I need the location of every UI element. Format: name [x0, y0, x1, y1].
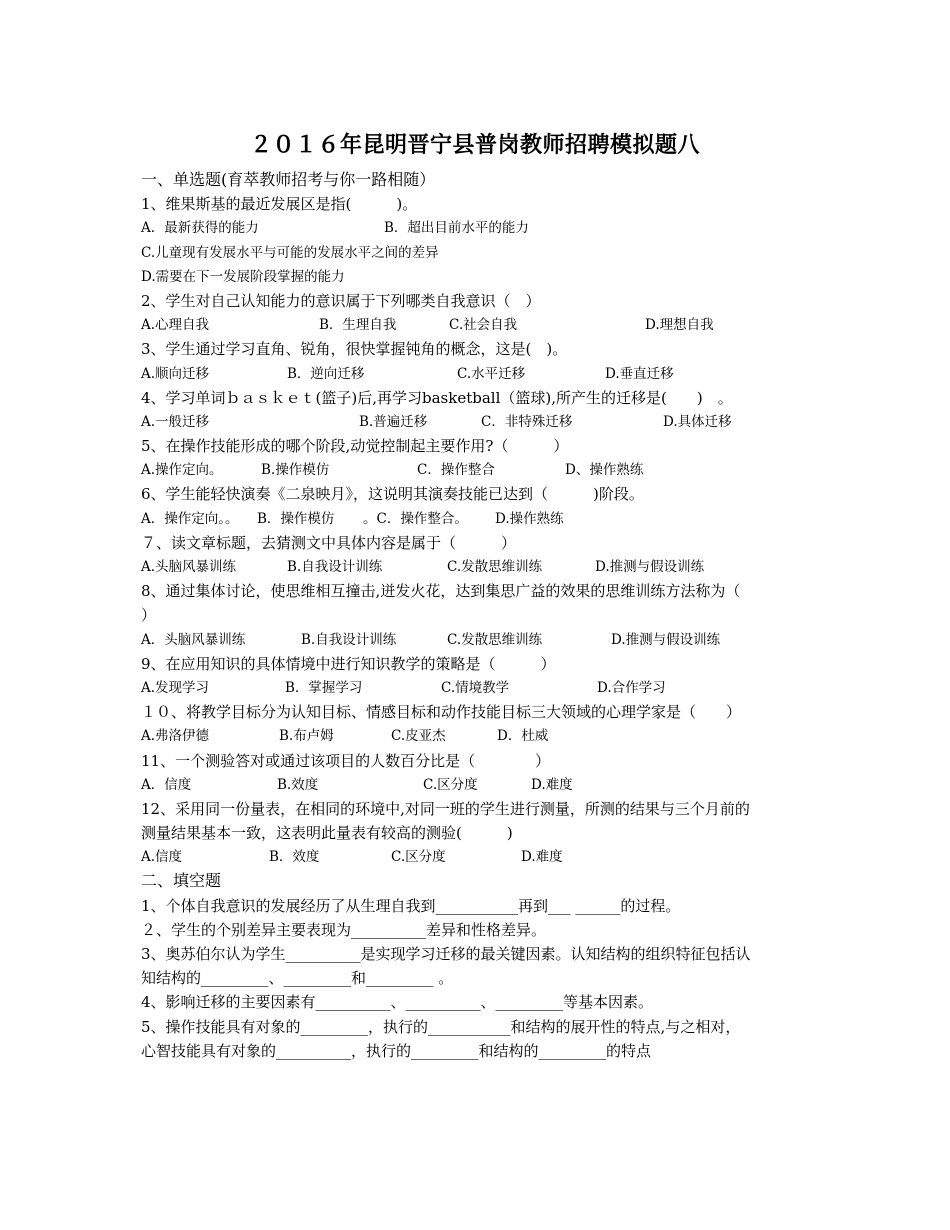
option-d: D.合作学习 — [597, 679, 666, 696]
question-stem: 9、在应用知识的具体情境中进行知识教学的策略是（ ） — [141, 654, 556, 673]
option-d: D.难度 — [521, 849, 563, 866]
fill-in-item: 4、影响迁移的主要因素有__________、__________、_________等基本因素。 — [141, 993, 654, 1012]
option-b: B.自我设计训练 — [301, 631, 397, 648]
fill-in-item: ２、学生的个别差异主要表现为__________差异和性格差异。 — [141, 920, 547, 939]
option-a: A.信度 — [141, 849, 183, 866]
option-c: 。C．操作整合。 — [363, 510, 468, 527]
option-a: A.发现学习 — [141, 679, 210, 696]
option-row — [141, 265, 821, 289]
option-d: D.推测与假设训练 — [595, 559, 705, 575]
question-stem: 4、学习单词ｂａｓｋｅｔ(篮子)后,再学习basketball（篮球),所产生的迁移是( ) 。 — [141, 388, 733, 407]
section-heading-single-choice: 一、单选题(育萃教师招考与你一路相随） — [141, 170, 436, 189]
question-stem: 11、一个测验答对或通过该项目的人数百分比是（ ） — [141, 751, 551, 770]
option-b: B．掌握学习 — [285, 679, 363, 696]
fill-in-item-continued: 知结构的_________、_________和_________ 。 — [141, 969, 454, 988]
option-c: C.发散思维训练 — [447, 559, 543, 575]
fill-in-item: 3、奥苏伯尔认为学生__________是实现学习迁移的最关键因素。认知结构的组织特征包括认 — [141, 945, 751, 963]
option-b: B．操作模仿 — [257, 510, 335, 527]
option-b: B.普遍迁移 — [359, 413, 428, 430]
option-a: A．信度 — [141, 776, 192, 793]
option-row — [141, 724, 821, 748]
option-row — [141, 410, 821, 434]
option-d: D.理想自我 — [645, 317, 714, 334]
option-c: C.皮亚杰 — [391, 728, 446, 745]
option-a: A.头脑风暴训练 — [141, 559, 237, 575]
option-d: D.难度 — [531, 776, 573, 793]
option-d: D.需要在下一发展阶段掌握的能力 — [141, 268, 345, 285]
fill-in-item: 1、个体自我意识的发展经历了从生理自我到___________再到___ ______的过程。 — [141, 896, 681, 915]
option-b: B．效度 — [269, 849, 320, 866]
option-row — [141, 507, 821, 531]
option-row — [141, 845, 821, 869]
question-stem: 12、采用同一份量表，在相同的环境中,对同一班的学生进行测量，所测的结果与三个月前的 — [141, 799, 750, 818]
question-stem: １０、将教学目标分为认知目标、情感目标和动作技能目标三大领域的心理学家是（ ） — [141, 703, 742, 722]
option-a: A．操作定向。。 — [141, 510, 239, 527]
section-heading-fill-in: 二、填空题 — [141, 871, 222, 891]
option-b: B.布卢姆 — [279, 728, 334, 745]
question-stem: 2、学生对自己认知能力的意识属于下列哪类自我意识（ ） — [141, 291, 541, 310]
question-stem: ７、读文章标题，去猜测文中具体内容是属于（ ） — [141, 533, 517, 552]
option-a: A.顺向迁移 — [141, 365, 210, 382]
option-d: D．杜威 — [497, 728, 549, 745]
fill-in-item-continued: 心智技能具有对象的__________，执行的_________和结构的_________的特点 — [141, 1041, 652, 1060]
document-body — [141, 168, 821, 1063]
question-stem: 6、学生能轻快演奏《二泉映月》，这说明其演奏技能已达到（ )阶段。 — [141, 485, 644, 504]
option-b: B．超出目前水平的能力 — [384, 220, 529, 237]
option-row — [141, 216, 821, 240]
option-c: C.水平迁移 — [457, 365, 526, 382]
option-b: B.操作模仿 — [261, 462, 330, 479]
option-b: B.效度 — [277, 776, 319, 793]
option-c: C．操作整合 — [417, 462, 495, 479]
option-a: A．头脑风暴训练 — [141, 631, 246, 648]
option-b: B．逆向迁移 — [287, 365, 365, 382]
question-stem-continued: 测量结果基本一致，这表明此量表有较高的测验( ) — [141, 824, 513, 843]
option-d: D.操作熟练 — [495, 510, 564, 527]
option-a: A．最新获得的能力 — [141, 220, 259, 237]
question-stem: 1、维果斯基的最近发展区是指( )。 — [141, 195, 418, 214]
option-b: B.自我设计训练 — [287, 559, 383, 575]
fill-in-item: 5、操作技能具有对象的_________，执行的___________和结构的展开性的特点,与之相对， — [141, 1017, 741, 1036]
option-c: C．非特殊迁移 — [481, 413, 573, 430]
option-d: D、操作熟练 — [565, 462, 644, 479]
option-a: A.操作定向。 — [141, 462, 223, 479]
option-row — [141, 313, 821, 337]
option-c: C.儿童现有发展水平与可能的发展水平之间的差异 — [141, 244, 439, 261]
option-row — [141, 362, 821, 386]
question-stem: 8、通过集体讨论，使思维相互撞击,迸发火花，达到集思广益的效果的思维训练方法称为（ — [141, 582, 741, 601]
option-a: A.心理自我 — [141, 317, 210, 334]
option-d: D.具体迁移 — [663, 413, 732, 430]
option-c: C.社会自我 — [449, 317, 518, 334]
page-title: ２０１６年昆明晋宁县普岗教师招聘模拟题八 — [249, 133, 700, 158]
option-d: D.推测与假设训练 — [611, 631, 721, 648]
option-row — [141, 555, 821, 579]
question-stem-continued: ） — [141, 606, 157, 625]
option-c: C.区分度 — [391, 849, 446, 866]
option-row — [141, 628, 821, 652]
question-stem: 5、在操作技能形成的哪个阶段,动觉控制起主要作用?（ ） — [141, 437, 569, 456]
option-row — [141, 241, 821, 265]
option-b: B．生理自我 — [319, 317, 397, 334]
option-a: A.一般迁移 — [141, 413, 210, 430]
option-row — [141, 676, 821, 700]
option-d: D.垂直迁移 — [605, 365, 674, 382]
option-row — [141, 458, 821, 482]
option-row — [141, 773, 821, 797]
option-c: C.区分度 — [423, 776, 478, 793]
option-c: C.发散思维训练 — [447, 631, 543, 648]
option-a: A.弗洛伊德 — [141, 728, 210, 745]
question-stem: 3、学生通过学习直角、锐角，很快掌握钝角的概念，这是( )。 — [141, 340, 568, 359]
option-c: C.情境教学 — [441, 679, 510, 696]
